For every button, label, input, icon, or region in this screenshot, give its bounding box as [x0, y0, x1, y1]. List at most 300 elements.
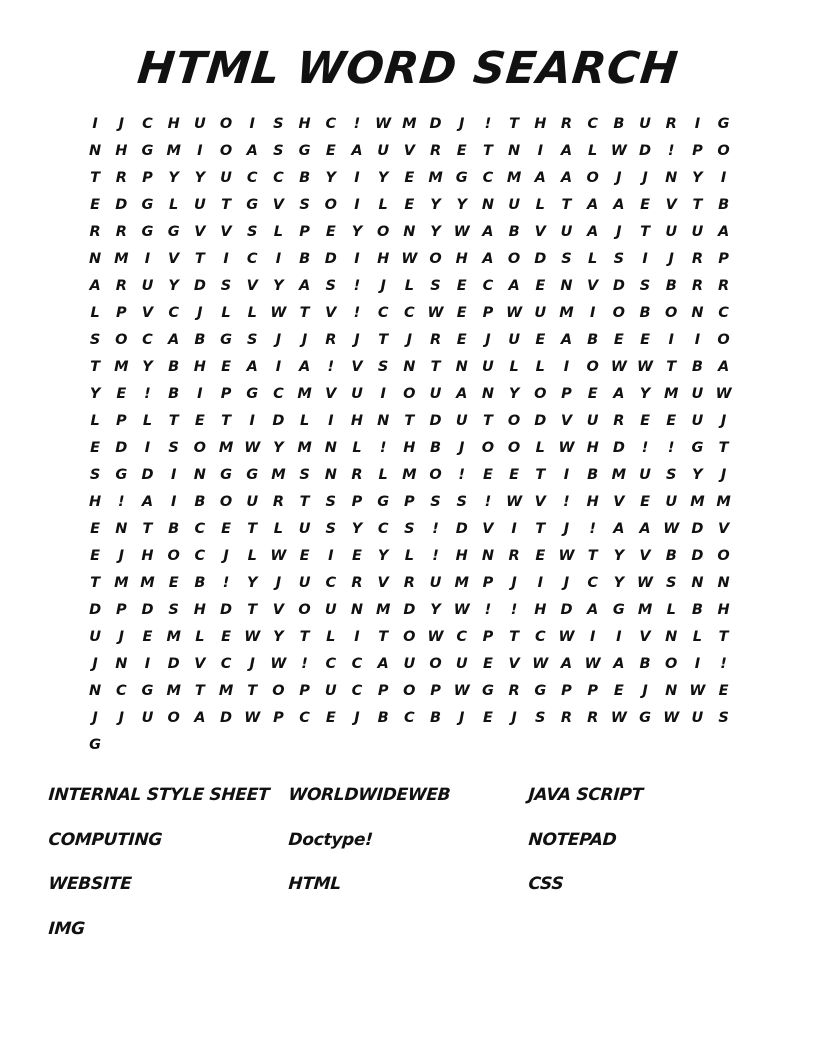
grid-letter[interactable]: C: [194, 548, 206, 565]
grid-letter[interactable]: J: [92, 656, 98, 673]
grid-letter[interactable]: S: [325, 521, 336, 538]
grid-letter[interactable]: E: [482, 467, 493, 484]
grid-letter[interactable]: T: [535, 521, 546, 538]
grid-letter[interactable]: Y: [273, 629, 284, 646]
grid-letter[interactable]: W: [663, 521, 680, 538]
grid-letter[interactable]: L: [90, 305, 100, 322]
grid-letter[interactable]: W: [610, 359, 627, 376]
grid-letter[interactable]: C: [404, 305, 415, 322]
grid-letter[interactable]: R: [508, 683, 520, 700]
grid-letter[interactable]: U: [691, 386, 704, 403]
grid-letter[interactable]: Y: [613, 548, 625, 565]
grid-letter[interactable]: H: [586, 494, 599, 511]
grid-letter[interactable]: O: [507, 251, 521, 268]
grid-letter[interactable]: W: [610, 143, 627, 160]
grid-letter[interactable]: J: [380, 278, 386, 295]
grid-letter[interactable]: C: [142, 116, 153, 133]
grid-letter[interactable]: B: [377, 710, 389, 727]
grid-letter[interactable]: R: [691, 278, 703, 295]
grid-letter[interactable]: I: [197, 143, 203, 160]
grid-letter[interactable]: P: [115, 602, 127, 619]
grid-letter[interactable]: I: [249, 116, 255, 133]
grid-letter[interactable]: Y: [89, 386, 101, 403]
grid-letter[interactable]: Y: [194, 170, 206, 187]
grid-letter[interactable]: J: [301, 332, 308, 349]
grid-letter[interactable]: D: [429, 413, 442, 430]
grid-letter[interactable]: H: [193, 359, 206, 376]
grid-letter[interactable]: J: [197, 305, 203, 322]
grid-letter[interactable]: C: [325, 116, 337, 133]
grid-letter[interactable]: W: [270, 305, 287, 322]
grid-letter[interactable]: W: [610, 710, 627, 727]
grid-letter[interactable]: I: [694, 116, 701, 133]
grid-letter[interactable]: C: [377, 305, 389, 322]
grid-letter[interactable]: U: [691, 224, 704, 241]
grid-letter[interactable]: G: [167, 224, 180, 241]
grid-letter[interactable]: E: [456, 143, 467, 160]
grid-letter[interactable]: L: [299, 413, 310, 430]
grid-letter[interactable]: S: [535, 710, 546, 727]
grid-letter[interactable]: T: [718, 440, 729, 457]
grid-letter[interactable]: !: [458, 467, 466, 484]
grid-letter[interactable]: T: [430, 359, 441, 376]
grid-letter[interactable]: L: [352, 440, 362, 457]
grid-letter[interactable]: Y: [430, 224, 441, 241]
grid-letter[interactable]: E: [640, 413, 650, 430]
grid-letter[interactable]: W: [270, 548, 287, 565]
grid-letter[interactable]: T: [90, 170, 101, 187]
grid-letter[interactable]: T: [247, 602, 258, 619]
grid-letter[interactable]: O: [298, 602, 311, 619]
grid-letter[interactable]: H: [377, 251, 390, 268]
grid-letter[interactable]: G: [246, 197, 259, 214]
grid-letter[interactable]: B: [194, 494, 206, 511]
grid-letter[interactable]: S: [273, 143, 284, 160]
grid-letter[interactable]: M: [140, 575, 155, 592]
grid-letter[interactable]: A: [246, 359, 258, 376]
grid-letter[interactable]: B: [299, 251, 311, 268]
grid-letter[interactable]: S: [299, 467, 310, 484]
grid-letter[interactable]: O: [665, 305, 678, 322]
grid-letter[interactable]: N: [377, 413, 390, 430]
grid-letter[interactable]: O: [507, 440, 521, 457]
grid-letter[interactable]: I: [328, 413, 334, 430]
grid-letter[interactable]: E: [666, 413, 677, 430]
grid-letter[interactable]: S: [220, 278, 232, 295]
grid-letter[interactable]: !: [353, 305, 361, 322]
grid-letter[interactable]: S: [639, 278, 651, 295]
grid-letter[interactable]: H: [586, 440, 599, 457]
grid-letter[interactable]: M: [375, 602, 391, 619]
grid-letter[interactable]: D: [167, 656, 180, 673]
grid-letter[interactable]: G: [534, 683, 547, 700]
grid-letter[interactable]: Y: [142, 359, 153, 376]
grid-letter[interactable]: Y: [168, 170, 179, 187]
grid-letter[interactable]: O: [429, 656, 442, 673]
grid-letter[interactable]: O: [219, 116, 233, 133]
grid-letter[interactable]: !: [353, 116, 361, 133]
grid-letter[interactable]: I: [144, 251, 151, 268]
grid-letter[interactable]: N: [115, 521, 128, 538]
grid-letter[interactable]: P: [587, 683, 598, 700]
grid-letter[interactable]: J: [459, 710, 465, 727]
grid-letter[interactable]: U: [220, 170, 232, 187]
grid-letter[interactable]: A: [717, 359, 730, 376]
grid-letter[interactable]: O: [219, 494, 233, 511]
grid-letter[interactable]: S: [718, 710, 729, 727]
grid-letter[interactable]: U: [403, 656, 416, 673]
grid-letter[interactable]: C: [246, 251, 258, 268]
grid-letter[interactable]: T: [692, 197, 703, 214]
grid-letter[interactable]: C: [377, 521, 389, 538]
grid-letter[interactable]: D: [560, 602, 573, 619]
grid-letter[interactable]: L: [535, 359, 545, 376]
grid-letter[interactable]: H: [141, 548, 154, 565]
grid-letter[interactable]: C: [115, 683, 127, 700]
grid-letter[interactable]: T: [666, 359, 677, 376]
grid-letter[interactable]: E: [535, 548, 546, 565]
grid-letter[interactable]: H: [350, 413, 364, 430]
grid-letter[interactable]: V: [272, 197, 285, 214]
grid-letter[interactable]: D: [612, 440, 625, 457]
grid-letter[interactable]: E: [299, 548, 310, 565]
grid-letter[interactable]: H: [403, 440, 416, 457]
grid-letter[interactable]: A: [298, 359, 311, 376]
grid-letter[interactable]: J: [642, 683, 648, 700]
grid-letter[interactable]: D: [455, 521, 468, 538]
grid-letter[interactable]: L: [142, 413, 153, 430]
grid-letter[interactable]: C: [194, 521, 206, 538]
grid-letter[interactable]: G: [89, 737, 102, 754]
grid-letter[interactable]: B: [168, 521, 180, 538]
grid-letter[interactable]: P: [220, 386, 232, 403]
grid-letter[interactable]: !: [484, 116, 492, 133]
grid-letter[interactable]: W: [689, 683, 706, 700]
grid-letter[interactable]: Y: [351, 521, 363, 538]
grid-letter[interactable]: T: [194, 251, 205, 268]
grid-letter[interactable]: P: [299, 224, 310, 241]
grid-letter[interactable]: U: [691, 710, 704, 727]
grid-letter[interactable]: T: [299, 629, 310, 646]
grid-letter[interactable]: P: [377, 683, 389, 700]
grid-letter[interactable]: U: [586, 413, 599, 430]
grid-letter[interactable]: C: [142, 332, 153, 349]
grid-letter[interactable]: U: [324, 683, 337, 700]
grid-letter[interactable]: H: [717, 602, 730, 619]
grid-letter[interactable]: R: [272, 494, 284, 511]
grid-letter[interactable]: !: [432, 548, 439, 565]
grid-letter[interactable]: W: [270, 656, 287, 673]
grid-letter[interactable]: L: [404, 278, 414, 295]
grid-letter[interactable]: O: [507, 413, 521, 430]
grid-letter[interactable]: R: [429, 332, 442, 349]
grid-letter[interactable]: R: [560, 710, 573, 727]
grid-letter[interactable]: S: [665, 575, 677, 592]
grid-letter[interactable]: W: [453, 602, 470, 619]
grid-letter[interactable]: J: [354, 710, 360, 727]
grid-letter[interactable]: !: [563, 494, 570, 511]
grid-letter[interactable]: I: [354, 629, 360, 646]
grid-letter[interactable]: W: [453, 224, 470, 241]
grid-letter[interactable]: E: [456, 332, 467, 349]
grid-letter[interactable]: O: [717, 143, 730, 160]
grid-letter[interactable]: C: [351, 656, 363, 673]
grid-letter[interactable]: O: [193, 440, 206, 457]
grid-letter[interactable]: B: [299, 170, 311, 187]
grid-letter[interactable]: B: [168, 386, 180, 403]
grid-letter[interactable]: J: [720, 413, 727, 430]
grid-letter[interactable]: Y: [273, 278, 284, 295]
grid-letter[interactable]: V: [613, 494, 625, 511]
grid-letter[interactable]: !: [484, 602, 492, 619]
grid-letter[interactable]: !: [510, 602, 518, 619]
grid-letter[interactable]: I: [275, 359, 282, 376]
grid-letter[interactable]: P: [692, 143, 703, 160]
grid-letter[interactable]: D: [89, 602, 102, 619]
grid-letter[interactable]: N: [481, 548, 494, 565]
grid-letter[interactable]: I: [275, 251, 282, 268]
grid-letter[interactable]: E: [587, 386, 598, 403]
grid-letter[interactable]: C: [587, 575, 598, 592]
grid-letter[interactable]: D: [639, 143, 652, 160]
grid-letter[interactable]: R: [403, 575, 415, 592]
grid-letter[interactable]: G: [141, 143, 154, 160]
grid-letter[interactable]: T: [482, 143, 493, 160]
grid-letter[interactable]: B: [665, 548, 677, 565]
grid-letter[interactable]: O: [586, 170, 599, 187]
grid-letter[interactable]: V: [560, 413, 573, 430]
grid-letter[interactable]: U: [691, 413, 704, 430]
grid-letter[interactable]: A: [639, 521, 651, 538]
grid-letter[interactable]: M: [402, 467, 417, 484]
grid-letter[interactable]: A: [141, 494, 154, 511]
grid-letter[interactable]: H: [193, 602, 206, 619]
grid-letter[interactable]: J: [118, 116, 124, 133]
grid-letter[interactable]: S: [665, 467, 677, 484]
grid-letter[interactable]: I: [563, 359, 570, 376]
grid-letter[interactable]: N: [324, 440, 337, 457]
grid-letter[interactable]: T: [561, 197, 572, 214]
grid-letter[interactable]: N: [403, 224, 416, 241]
grid-letter[interactable]: S: [377, 359, 389, 376]
grid-letter[interactable]: S: [299, 197, 310, 214]
grid-letter[interactable]: A: [613, 197, 625, 214]
grid-letter[interactable]: I: [170, 494, 177, 511]
grid-letter[interactable]: W: [715, 386, 732, 403]
grid-letter[interactable]: B: [430, 440, 442, 457]
grid-letter[interactable]: A: [587, 197, 599, 214]
grid-letter[interactable]: Y: [377, 170, 389, 187]
grid-letter[interactable]: E: [404, 197, 415, 214]
grid-letter[interactable]: T: [299, 494, 310, 511]
grid-letter[interactable]: M: [611, 467, 627, 484]
grid-letter[interactable]: O: [167, 548, 180, 565]
grid-letter[interactable]: T: [90, 359, 101, 376]
grid-letter[interactable]: T: [90, 575, 101, 592]
grid-letter[interactable]: P: [351, 494, 363, 511]
grid-letter[interactable]: M: [559, 305, 574, 322]
grid-letter[interactable]: E: [116, 386, 127, 403]
grid-letter[interactable]: O: [429, 251, 442, 268]
grid-letter[interactable]: V: [351, 359, 363, 376]
grid-letter[interactable]: L: [247, 305, 257, 322]
grid-letter[interactable]: O: [403, 629, 416, 646]
grid-letter[interactable]: A: [456, 386, 468, 403]
grid-letter[interactable]: W: [532, 656, 549, 673]
grid-letter[interactable]: V: [220, 224, 232, 241]
grid-letter[interactable]: R: [587, 710, 599, 727]
grid-letter[interactable]: B: [508, 224, 520, 241]
grid-letter[interactable]: Y: [613, 575, 625, 592]
grid-letter[interactable]: E: [613, 683, 624, 700]
grid-letter[interactable]: L: [535, 440, 545, 457]
grid-letter[interactable]: W: [244, 710, 261, 727]
grid-letter[interactable]: E: [221, 629, 231, 646]
grid-letter[interactable]: V: [587, 278, 599, 295]
grid-letter[interactable]: Y: [692, 170, 703, 187]
grid-letter[interactable]: M: [716, 494, 731, 511]
grid-letter[interactable]: G: [612, 602, 625, 619]
grid-letter[interactable]: U: [639, 116, 651, 133]
grid-letter[interactable]: O: [586, 359, 599, 376]
grid-letter[interactable]: P: [482, 305, 494, 322]
grid-letter[interactable]: V: [639, 629, 651, 646]
grid-letter[interactable]: N: [560, 278, 573, 295]
grid-letter[interactable]: H: [455, 251, 468, 268]
grid-letter[interactable]: H: [534, 116, 547, 133]
grid-letter[interactable]: W: [375, 116, 392, 133]
grid-letter[interactable]: O: [403, 683, 416, 700]
grid-letter[interactable]: L: [588, 143, 598, 160]
grid-letter[interactable]: I: [616, 629, 622, 646]
grid-letter[interactable]: !: [667, 440, 675, 457]
grid-letter[interactable]: I: [537, 143, 543, 160]
grid-letter[interactable]: V: [272, 602, 285, 619]
grid-letter[interactable]: I: [537, 575, 543, 592]
grid-letter[interactable]: T: [482, 413, 493, 430]
grid-letter[interactable]: A: [482, 224, 494, 241]
grid-letter[interactable]: !: [667, 143, 675, 160]
grid-letter[interactable]: C: [246, 170, 258, 187]
grid-letter[interactable]: W: [637, 575, 654, 592]
grid-letter[interactable]: H: [167, 116, 180, 133]
grid-letter[interactable]: G: [377, 494, 390, 511]
grid-letter[interactable]: D: [324, 251, 337, 268]
grid-letter[interactable]: !: [484, 494, 492, 511]
grid-letter[interactable]: E: [221, 521, 231, 538]
grid-letter[interactable]: B: [587, 467, 599, 484]
grid-letter[interactable]: G: [481, 683, 494, 700]
grid-letter[interactable]: W: [244, 629, 261, 646]
grid-letter[interactable]: E: [456, 305, 467, 322]
grid-letter[interactable]: N: [665, 683, 678, 700]
grid-letter[interactable]: J: [616, 170, 622, 187]
grid-letter[interactable]: A: [168, 332, 180, 349]
grid-letter[interactable]: R: [691, 251, 703, 268]
grid-letter[interactable]: U: [324, 602, 337, 619]
grid-letter[interactable]: O: [403, 386, 416, 403]
grid-letter[interactable]: C: [587, 116, 598, 133]
grid-letter[interactable]: A: [587, 224, 599, 241]
grid-letter[interactable]: U: [482, 359, 494, 376]
grid-letter[interactable]: T: [247, 683, 258, 700]
grid-letter[interactable]: I: [354, 197, 360, 214]
grid-letter[interactable]: E: [509, 467, 520, 484]
grid-letter[interactable]: T: [509, 629, 520, 646]
grid-letter[interactable]: S: [404, 521, 415, 538]
grid-letter[interactable]: J: [118, 548, 124, 565]
grid-letter[interactable]: A: [560, 656, 573, 673]
grid-letter[interactable]: N: [665, 170, 678, 187]
grid-letter[interactable]: W: [427, 305, 444, 322]
grid-letter[interactable]: D: [534, 251, 547, 268]
grid-letter[interactable]: G: [246, 467, 259, 484]
grid-letter[interactable]: N: [481, 197, 494, 214]
grid-letter[interactable]: U: [377, 143, 390, 160]
grid-letter[interactable]: E: [640, 494, 650, 511]
grid-letter[interactable]: A: [560, 332, 573, 349]
grid-letter[interactable]: D: [193, 278, 206, 295]
grid-letter[interactable]: V: [482, 521, 494, 538]
grid-letter[interactable]: S: [325, 494, 336, 511]
grid-letter[interactable]: E: [325, 224, 336, 241]
grid-letter[interactable]: V: [534, 494, 546, 511]
grid-letter[interactable]: B: [718, 197, 730, 214]
grid-letter[interactable]: V: [168, 251, 180, 268]
grid-letter[interactable]: L: [90, 413, 100, 430]
grid-letter[interactable]: M: [428, 170, 443, 187]
grid-letter[interactable]: T: [221, 197, 231, 214]
grid-letter[interactable]: W: [558, 440, 575, 457]
grid-letter[interactable]: W: [506, 494, 523, 511]
grid-letter[interactable]: S: [246, 332, 258, 349]
grid-letter[interactable]: R: [560, 116, 573, 133]
grid-letter[interactable]: S: [89, 332, 101, 349]
grid-letter[interactable]: E: [221, 359, 231, 376]
grid-letter[interactable]: I: [720, 170, 727, 187]
grid-letter[interactable]: G: [717, 116, 730, 133]
grid-letter[interactable]: C: [273, 386, 284, 403]
grid-letter[interactable]: C: [299, 710, 310, 727]
grid-letter[interactable]: N: [481, 386, 494, 403]
grid-letter[interactable]: J: [118, 629, 124, 646]
grid-letter[interactable]: O: [167, 710, 180, 727]
grid-letter[interactable]: E: [482, 710, 493, 727]
grid-letter[interactable]: Y: [377, 548, 389, 565]
grid-letter[interactable]: E: [404, 170, 415, 187]
grid-letter[interactable]: L: [378, 197, 388, 214]
grid-letter[interactable]: E: [535, 332, 546, 349]
grid-letter[interactable]: T: [640, 224, 650, 241]
grid-letter[interactable]: A: [613, 386, 625, 403]
grid-letter[interactable]: G: [220, 467, 232, 484]
grid-letter[interactable]: N: [89, 143, 102, 160]
grid-letter[interactable]: D: [612, 278, 625, 295]
grid-letter[interactable]: M: [166, 683, 181, 700]
grid-letter[interactable]: U: [141, 710, 154, 727]
grid-letter[interactable]: L: [326, 629, 336, 646]
grid-letter[interactable]: L: [404, 548, 414, 565]
grid-letter[interactable]: U: [508, 332, 520, 349]
grid-letter[interactable]: J: [92, 710, 98, 727]
grid-letter[interactable]: U: [298, 575, 311, 592]
grid-letter[interactable]: R: [718, 278, 730, 295]
grid-letter[interactable]: U: [639, 467, 651, 484]
grid-letter[interactable]: M: [271, 467, 286, 484]
grid-letter[interactable]: !: [379, 440, 387, 457]
grid-letter[interactable]: R: [665, 116, 677, 133]
grid-letter[interactable]: M: [218, 683, 234, 700]
